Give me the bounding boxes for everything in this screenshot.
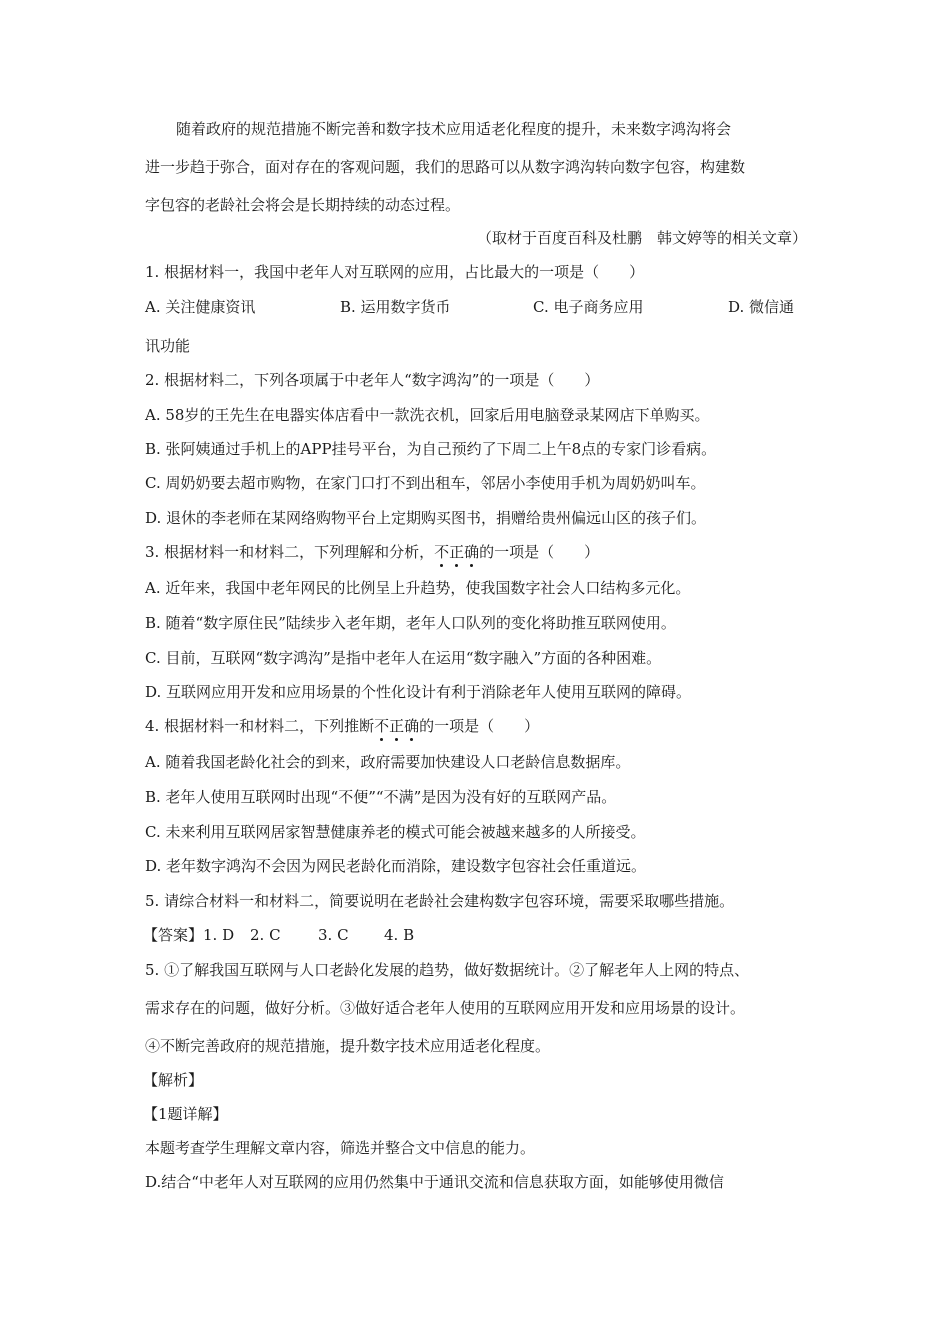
analysis-label: 【解析】 <box>143 1071 204 1089</box>
answer-key <box>143 925 414 945</box>
question-2-stem: 2. 根据材料二，下列各项属于中老年人“数字鸿沟”的一项是（ ） <box>145 371 600 389</box>
question-2-option-d: D. 退休的李老师在某网络购物平台上定期购买图书，捐赠给贵州偏远山区的孩子们。 <box>145 509 707 527</box>
question-1-stem: 1. 根据材料一，我国中老年人对互联网的应用，占比最大的一项是（ ） <box>145 263 645 281</box>
analysis-line-1: 本题考查学生理解文章内容，筛选并整合文中信息的能力。 <box>145 1139 536 1157</box>
question-2-option-b: B. 张阿姨通过手机上的APP挂号平台，为自己预约了下周二上午8点的专家门诊看病。 <box>145 440 717 458</box>
question-1-option-d: D. 微信通 <box>728 298 795 316</box>
emphasis-char: 正 <box>389 717 405 735</box>
question-1-option-c: C. 电子商务应用 <box>533 298 644 316</box>
source-citation: （取材于百度百科及杜鹏 韩文婷等的相关文章） <box>476 229 807 247</box>
intro-paragraph-line-2: 进一步趋于弥合，面对存在的客观问题，我们的思路可以从数字鸿沟转向数字包容，构建数 <box>145 158 746 176</box>
answer-1: 1. D <box>203 926 235 944</box>
answer-2: 2. C <box>250 926 281 944</box>
answer-3: 3. C <box>318 926 349 944</box>
question-3-stem-suffix: 的一项是（ ） <box>479 543 600 561</box>
intro-paragraph-line-3: 字包容的老龄社会将会是长期持续的动态过程。 <box>145 196 461 214</box>
question-4-stem-prefix: 4. 根据材料一和材料二，下列推断 <box>145 717 375 735</box>
question-3-option-c: C. 目前，互联网“数字鸿沟”是指中老年人在运用“数字融入”方面的各种困难。 <box>145 649 662 667</box>
emphasis-char: 不 <box>374 717 390 735</box>
answer-5-line-2: 需求存在的问题，做好分析。③做好适合老年人使用的互联网应用开发和应用场景的设计。 <box>145 999 746 1017</box>
question-4-option-b: B. 老年人使用互联网时出现“不便”“不满”是因为没有好的互联网产品。 <box>145 788 617 806</box>
question-4-stem <box>145 716 539 736</box>
emphasis-char: 不 <box>434 543 450 561</box>
question-3-option-b: B. 随着“数字原住民”陆续步入老年期，老年人口队列的变化将助推互联网使用。 <box>145 614 676 632</box>
question-3-stem-prefix: 3. 根据材料一和材料二，下列理解和分析， <box>145 543 435 561</box>
question-1-option-b: B. 运用数字货币 <box>340 298 451 316</box>
answer-4: 4. B <box>384 926 415 944</box>
answer-5-line-3: ④不断完善政府的规范措施，提升数字技术应用适老化程度。 <box>145 1037 551 1055</box>
emphasis-char: 确 <box>464 543 480 561</box>
emphasis-char: 确 <box>404 717 420 735</box>
question-3-stem <box>145 542 599 562</box>
analysis-line-2: D.结合“中老年人对互联网的应用仍然集中于通讯交流和信息获取方面，如能够使用微信 <box>145 1173 724 1191</box>
question-3-option-d: D. 互联网应用开发和应用场景的个性化设计有利于消除老年人使用互联网的障碍。 <box>145 683 692 701</box>
question-4-option-d: D. 老年数字鸿沟不会因为网民老龄化而消除，建设数字包容社会任重道远。 <box>145 857 647 875</box>
answer-label: 【答案】 <box>143 926 204 944</box>
question-2-option-c: C. 周奶奶要去超市购物，在家门口打不到出租车，邻居小李使用手机为周奶奶叫车。 <box>145 474 706 492</box>
question-1-option-d-continued: 讯功能 <box>145 337 191 355</box>
question-2-option-a: A. 58岁的王先生在电器实体店看中一款洗衣机，回家后用电脑登录某网店下单购买。 <box>145 406 710 424</box>
question-1-analysis-label: 【1题详解】 <box>143 1105 228 1123</box>
answer-5-line-1: 5. ①了解我国互联网与人口老龄化发展的趋势，做好数据统计。②了解老年人上网的特点、 <box>145 961 750 979</box>
question-1-option-a: A. 关注健康资讯 <box>145 298 256 316</box>
question-4-option-a: A. 随着我国老龄化社会的到来，政府需要加快建设人口老龄信息数据库。 <box>145 753 631 771</box>
question-5-stem: 5. 请综合材料一和材料二，简要说明在老龄社会建构数字包容环境，需要采取哪些措施。 <box>145 892 735 910</box>
question-4-option-c: C. 未来利用互联网居家智慧健康养老的模式可能会被越来越多的人所接受。 <box>145 823 646 841</box>
question-3-option-a: A. 近年来，我国中老年网民的比例呈上升趋势，使我国数字社会人口结构多元化。 <box>145 579 691 597</box>
question-4-stem-suffix: 的一项是（ ） <box>419 717 540 735</box>
intro-paragraph-line-1: 随着政府的规范措施不断完善和数字技术应用适老化程度的提升，未来数字鸿沟将会 <box>176 120 732 138</box>
emphasis-char: 正 <box>449 543 465 561</box>
